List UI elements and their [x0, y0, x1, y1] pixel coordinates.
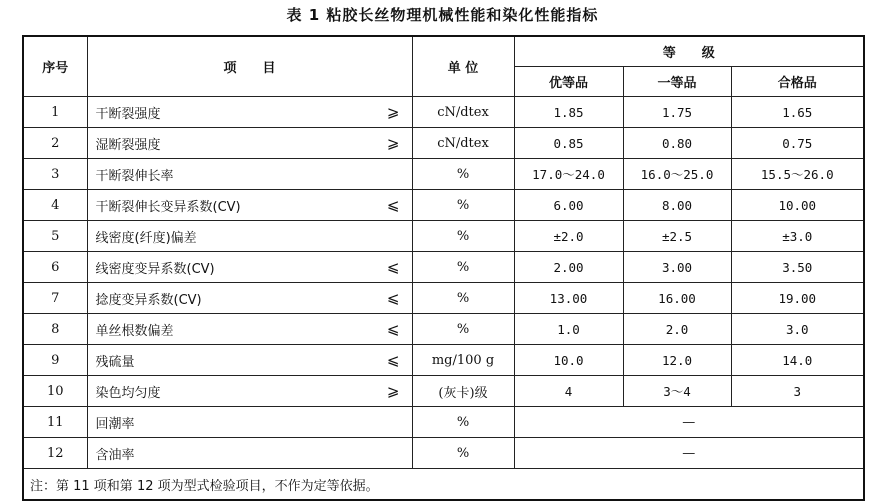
value-first: 2.0 — [623, 314, 731, 345]
value-first: 3～4 — [623, 376, 731, 407]
table-row — [23, 128, 864, 159]
value-qualified: 15.5～26.0 — [731, 159, 864, 190]
unit-cell: % — [412, 407, 514, 438]
comparison-operator: ⩽ — [386, 196, 400, 214]
value-first: 8.00 — [623, 190, 731, 221]
value-qualified: 19.00 — [731, 283, 864, 314]
row-number: 12 — [23, 438, 87, 469]
unit-cell: cN/dtex — [412, 97, 514, 128]
table-row — [23, 407, 864, 438]
item-name: 回潮率 — [95, 416, 135, 432]
table-row — [23, 314, 864, 345]
item-name-cell — [87, 252, 412, 283]
comparison-operator: ⩽ — [386, 320, 400, 338]
item-name-cell — [87, 190, 412, 221]
comparison-operator: ⩾ — [386, 134, 400, 152]
unit-cell: mg/100 g — [412, 345, 514, 376]
value-first: 0.80 — [623, 128, 731, 159]
row-number: 8 — [23, 314, 87, 345]
value-qualified: ±3.0 — [731, 221, 864, 252]
value-first: ±2.5 — [623, 221, 731, 252]
item-name: 线密度变异系数(CV) — [95, 261, 215, 277]
value-qualified: 3 — [731, 376, 864, 407]
value-premium: 1.0 — [514, 314, 623, 345]
standards-table — [22, 35, 865, 501]
table-row — [23, 345, 864, 376]
item-name-cell — [87, 407, 412, 438]
merged-value: — — [514, 407, 864, 438]
row-number: 10 — [23, 376, 87, 407]
unit-cell: (灰卡)级 — [412, 376, 514, 407]
unit-cell: cN/dtex — [412, 128, 514, 159]
value-premium: 13.00 — [514, 283, 623, 314]
header-grade-premium: 优等品 — [514, 67, 623, 97]
value-first: 1.75 — [623, 97, 731, 128]
item-name-cell — [87, 128, 412, 159]
item-name-cell — [87, 221, 412, 252]
item-name-cell — [87, 314, 412, 345]
value-premium: 17.0～24.0 — [514, 159, 623, 190]
unit-cell: % — [412, 438, 514, 469]
value-premium: 4 — [514, 376, 623, 407]
row-number: 11 — [23, 407, 87, 438]
unit-cell: % — [412, 252, 514, 283]
value-premium: 10.0 — [514, 345, 623, 376]
value-premium: 6.00 — [514, 190, 623, 221]
row-number: 5 — [23, 221, 87, 252]
item-name-cell — [87, 283, 412, 314]
row-number: 2 — [23, 128, 87, 159]
row-number: 1 — [23, 97, 87, 128]
header-unit: 单 位 — [412, 36, 514, 97]
value-first: 16.00 — [623, 283, 731, 314]
merged-value: — — [514, 438, 864, 469]
item-name-cell — [87, 159, 412, 190]
value-first: 3.00 — [623, 252, 731, 283]
comparison-operator: ⩽ — [386, 351, 400, 369]
table-row — [23, 438, 864, 469]
header-item: 项 目 — [87, 36, 412, 97]
value-qualified: 3.0 — [731, 314, 864, 345]
item-name-cell — [87, 376, 412, 407]
unit-cell: % — [412, 190, 514, 221]
table-note: 注：第 11 项和第 12 项为型式检验项目，不作为定等依据。 — [23, 469, 864, 501]
comparison-operator: ⩽ — [386, 289, 400, 307]
item-name-cell — [87, 345, 412, 376]
item-name: 染色均匀度 — [95, 385, 161, 401]
value-qualified: 10.00 — [731, 190, 864, 221]
comparison-operator: ⩽ — [386, 258, 400, 276]
row-number: 6 — [23, 252, 87, 283]
value-premium: ±2.0 — [514, 221, 623, 252]
header-seq: 序号 — [23, 36, 87, 97]
header-grade: 等 级 — [514, 36, 864, 67]
item-name: 干断裂强度 — [95, 106, 161, 122]
table-row — [23, 97, 864, 128]
item-name: 线密度(纤度)偏差 — [95, 230, 197, 246]
header-grade-qualified: 合格品 — [731, 67, 864, 97]
row-number: 9 — [23, 345, 87, 376]
value-qualified: 3.50 — [731, 252, 864, 283]
unit-cell: % — [412, 159, 514, 190]
note-row — [23, 469, 864, 501]
table-row — [23, 190, 864, 221]
unit-cell: % — [412, 221, 514, 252]
table-title: 表 1 粘胶长丝物理机械性能和染化性能指标 — [286, 6, 599, 24]
value-premium: 1.85 — [514, 97, 623, 128]
item-name: 含油率 — [95, 447, 135, 463]
item-name: 单丝根数偏差 — [95, 323, 174, 339]
unit-cell: % — [412, 314, 514, 345]
item-name: 残硫量 — [95, 354, 135, 370]
row-number: 4 — [23, 190, 87, 221]
unit-cell: % — [412, 283, 514, 314]
header-grade-first: 一等品 — [623, 67, 731, 97]
table-row — [23, 159, 864, 190]
item-name: 捻度变异系数(CV) — [95, 292, 202, 308]
table-row — [23, 283, 864, 314]
comparison-operator: ⩾ — [386, 103, 400, 121]
item-name: 干断裂伸长率 — [95, 168, 174, 184]
value-premium: 2.00 — [514, 252, 623, 283]
value-qualified: 14.0 — [731, 345, 864, 376]
item-name-cell — [87, 438, 412, 469]
value-premium: 0.85 — [514, 128, 623, 159]
value-qualified: 1.65 — [731, 97, 864, 128]
item-name: 湿断裂强度 — [95, 137, 161, 153]
value-qualified: 0.75 — [731, 128, 864, 159]
value-first: 16.0～25.0 — [623, 159, 731, 190]
item-name: 干断裂伸长变异系数(CV) — [95, 199, 241, 215]
value-first: 12.0 — [623, 345, 731, 376]
table-row — [23, 221, 864, 252]
row-number: 7 — [23, 283, 87, 314]
item-name-cell — [87, 97, 412, 128]
row-number: 3 — [23, 159, 87, 190]
table-row — [23, 376, 864, 407]
comparison-operator: ⩾ — [386, 382, 400, 400]
table-row — [23, 252, 864, 283]
